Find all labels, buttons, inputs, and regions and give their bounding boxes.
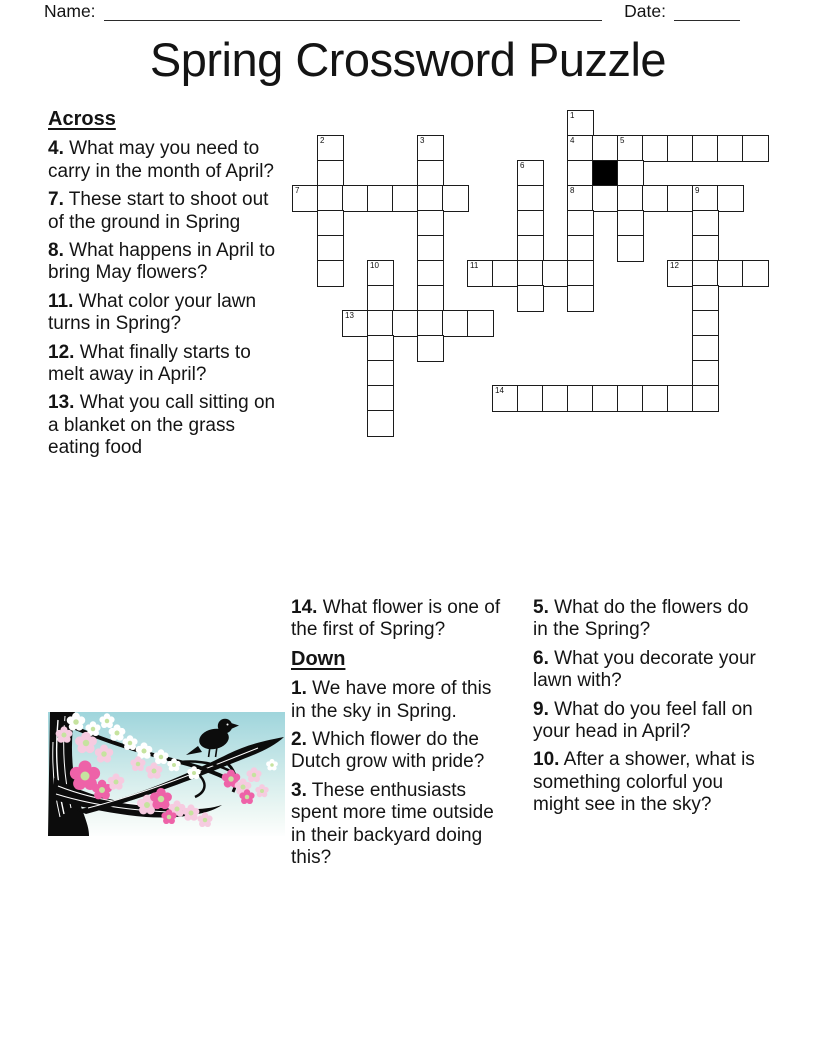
grid-cell[interactable] (592, 135, 619, 162)
grid-cell[interactable] (617, 210, 644, 237)
blossom-branch-graphic (48, 712, 285, 836)
grid-cell[interactable] (517, 235, 544, 262)
grid-cell[interactable] (692, 385, 719, 412)
clue-across-4 (48, 138, 286, 183)
grid-cell[interactable] (467, 260, 494, 287)
grid-cell[interactable] (692, 135, 719, 162)
cell-number: 4 (570, 136, 575, 145)
clue-number: 12. (48, 341, 75, 363)
grid-cell[interactable] (417, 260, 444, 287)
clue-text: What color your lawn turns in Spring? (48, 290, 257, 335)
cell-number: 13 (345, 311, 354, 320)
grid-cell[interactable] (417, 235, 444, 262)
clue-across-14 (291, 597, 506, 642)
grid-cell[interactable] (692, 310, 719, 337)
grid-cell[interactable] (317, 210, 344, 237)
cell-number: 5 (620, 136, 625, 145)
cell-number: 10 (370, 261, 379, 270)
cell-number: 3 (420, 136, 425, 145)
clue-text: What do you feel fall on your head in April? (533, 698, 753, 743)
cell-number: 9 (695, 186, 700, 195)
grid-cell[interactable] (667, 260, 694, 287)
grid-cell[interactable] (317, 260, 344, 287)
grid-cell[interactable] (617, 160, 644, 187)
grid-cell[interactable] (492, 260, 519, 287)
grid-cell[interactable] (392, 310, 419, 337)
grid-cell[interactable] (692, 235, 719, 262)
clue-down-2 (291, 729, 506, 774)
clue-number: 3. (291, 779, 307, 801)
clue-down-1 (291, 678, 506, 723)
grid-cell[interactable] (417, 160, 444, 187)
grid-cell[interactable] (417, 185, 444, 212)
grid-cell[interactable] (417, 285, 444, 312)
name-label: Name: (44, 1, 96, 21)
grid-cell[interactable] (692, 335, 719, 362)
date-blank-line (674, 3, 740, 21)
grid-cell[interactable] (692, 185, 719, 212)
cell-number: 2 (320, 136, 325, 145)
page-title: Spring Crossword Puzzle (149, 33, 667, 86)
cell-number: 7 (295, 186, 300, 195)
grid-cell[interactable] (567, 185, 594, 212)
clue-number: 5. (533, 597, 549, 618)
across-clue-column (48, 108, 286, 466)
cell-number: 8 (570, 186, 575, 195)
grid-cell[interactable] (567, 160, 594, 187)
grid-cell[interactable] (367, 385, 394, 412)
grid-cell[interactable] (492, 385, 519, 412)
clue-across-8 (48, 240, 286, 285)
clue-text: What you call sitting on a blanket on the grass eating food (48, 392, 276, 459)
grid-cell[interactable] (417, 335, 444, 362)
grid-cell[interactable] (717, 185, 744, 212)
clue-across-7 (48, 189, 286, 234)
grid-cell[interactable] (417, 135, 444, 162)
grid-cell[interactable] (517, 285, 544, 312)
grid-cell[interactable] (517, 160, 544, 187)
grid-cell[interactable] (567, 110, 594, 137)
grid-cell[interactable] (692, 260, 719, 287)
grid-cell[interactable] (392, 185, 419, 212)
grid-cell[interactable] (317, 185, 344, 212)
grid-cell[interactable] (692, 210, 719, 237)
grid-cell[interactable] (692, 360, 719, 387)
grid-cell[interactable] (292, 185, 319, 212)
grid-cell[interactable] (317, 135, 344, 162)
date-label: Date: (624, 1, 666, 21)
grid-cell[interactable] (567, 210, 594, 237)
grid-cell[interactable] (517, 185, 544, 212)
clue-number: 7. (48, 189, 64, 211)
clue-across-13 (48, 392, 286, 459)
clue-number: 11. (48, 290, 74, 312)
across-heading: Across (48, 108, 116, 130)
grid-cell[interactable] (617, 385, 644, 412)
clue-text: Which flower do the Dutch grow with pride? (291, 729, 485, 773)
grid-cell[interactable] (642, 185, 669, 212)
name-date-row (44, 1, 740, 21)
clue-text: After a shower, what is something colorful you might see in the sky? (533, 749, 755, 816)
grid-cell[interactable] (317, 235, 344, 262)
grid-cell[interactable] (442, 185, 469, 212)
cell-number: 6 (520, 161, 525, 170)
clue-text: What may you need to carry in the month of April? (48, 138, 274, 182)
grid-cell[interactable] (567, 260, 594, 287)
clue-text: What happens in April to bring May flowers? (48, 240, 276, 284)
grid-cell[interactable] (667, 135, 694, 162)
spring-blossom-image (48, 712, 285, 836)
cell-number: 11 (470, 261, 479, 270)
clue-number: 14. (291, 597, 318, 618)
right-clue-column (533, 597, 765, 823)
grid-cell[interactable] (617, 185, 644, 212)
grid-cell[interactable] (567, 135, 594, 162)
clue-text: These start to shoot out of the ground in Spring (48, 189, 269, 233)
grid-cell[interactable] (517, 385, 544, 412)
grid-cell[interactable] (417, 210, 444, 237)
grid-cell[interactable] (667, 185, 694, 212)
clue-number: 1. (291, 678, 307, 700)
clue-number: 13. (48, 392, 75, 414)
grid-cell[interactable] (417, 310, 444, 337)
grid-cell[interactable] (542, 385, 569, 412)
grid-cell-black (592, 160, 619, 187)
grid-cell[interactable] (717, 135, 744, 162)
grid-cell[interactable] (517, 260, 544, 287)
grid-cell[interactable] (717, 260, 744, 287)
grid-cell[interactable] (642, 135, 669, 162)
grid-cell[interactable] (692, 285, 719, 312)
cell-number: 14 (495, 386, 504, 395)
clue-text: What you decorate your lawn with? (533, 647, 756, 692)
clue-number: 10. (533, 749, 560, 771)
cell-number: 12 (670, 261, 679, 270)
grid-cell[interactable] (542, 260, 569, 287)
clue-text: What do the flowers do in the Spring? (533, 597, 749, 641)
clue-number: 6. (533, 647, 549, 669)
grid-cell[interactable] (367, 335, 394, 362)
clue-down-10 (533, 749, 765, 816)
grid-cell[interactable] (617, 235, 644, 262)
grid-cell[interactable] (567, 235, 594, 262)
grid-cell[interactable] (367, 260, 394, 287)
grid-cell[interactable] (367, 410, 394, 437)
clue-number: 2. (291, 729, 307, 751)
grid-cell[interactable] (617, 135, 644, 162)
grid-cell[interactable] (442, 310, 469, 337)
clue-number: 4. (48, 138, 64, 160)
grid-cell[interactable] (592, 185, 619, 212)
grid-cell[interactable] (367, 285, 394, 312)
down-heading: Down (291, 647, 346, 670)
cell-number: 1 (570, 111, 575, 120)
clue-down-3 (291, 780, 506, 870)
clue-down-6 (533, 648, 765, 693)
grid-cell[interactable] (317, 160, 344, 187)
grid-cell[interactable] (367, 310, 394, 337)
clue-across-12 (48, 342, 286, 387)
grid-cell[interactable] (367, 360, 394, 387)
grid-cell[interactable] (567, 285, 594, 312)
grid-cell[interactable] (667, 385, 694, 412)
name-blank-line (104, 3, 603, 21)
grid-cell[interactable] (742, 135, 769, 162)
clue-across-11 (48, 291, 286, 336)
clue-down-5 (533, 597, 765, 642)
grid-cell[interactable] (742, 260, 769, 287)
clue-text: These enthusiasts spent more time outside in their backyard doing this? (291, 779, 494, 869)
grid-cell[interactable] (592, 385, 619, 412)
middle-clue-column (291, 597, 506, 875)
grid-cell[interactable] (342, 185, 369, 212)
clue-text: We have more of this in the sky in Spring. (291, 678, 492, 722)
grid-cell[interactable] (367, 185, 394, 212)
grid-cell[interactable] (467, 310, 494, 337)
clue-number: 9. (533, 698, 549, 720)
crossword-grid (292, 110, 769, 437)
clue-down-9 (533, 699, 765, 744)
grid-cell[interactable] (567, 385, 594, 412)
grid-cell[interactable] (517, 210, 544, 237)
grid-cell[interactable] (342, 310, 369, 337)
clue-number: 8. (48, 240, 64, 262)
clue-text: What flower is one of the first of Spring? (291, 597, 501, 641)
grid-cell[interactable] (642, 385, 669, 412)
clue-text: What finally starts to melt away in April? (48, 341, 251, 386)
